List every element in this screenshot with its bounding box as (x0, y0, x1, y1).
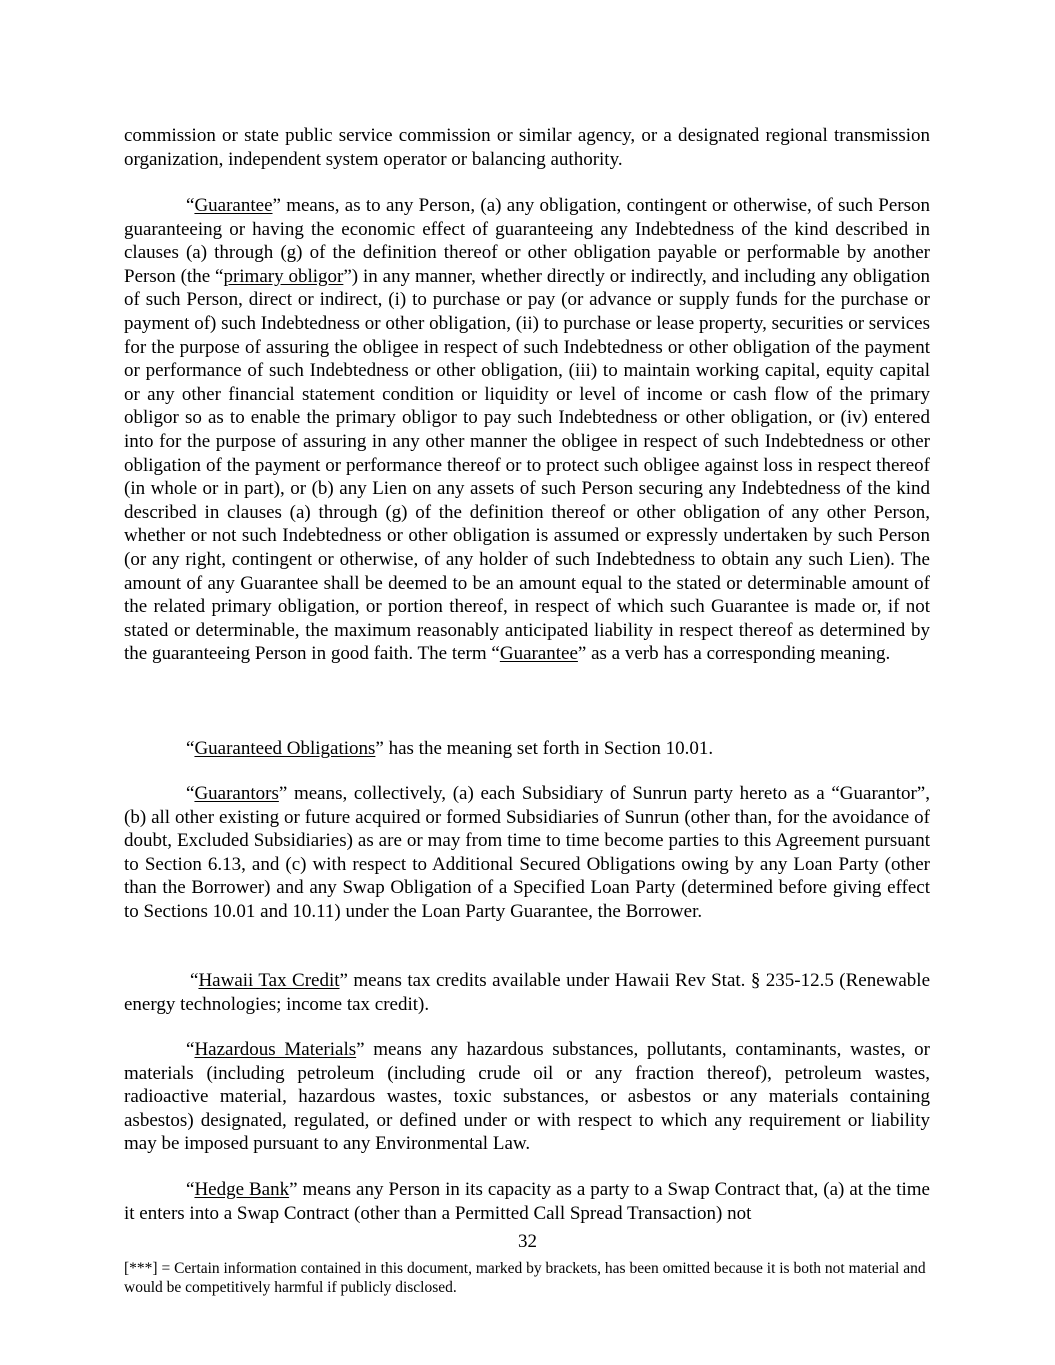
definition-text: ” has the meaning set forth in Section 10.01. (375, 738, 714, 759)
open-quote: “ (190, 970, 199, 991)
redaction-footnote: [***] = Certain information contained in this document, marked by brackets, has been omitted because it is both not material and would be competitively harmful if publicly disclosed. (124, 1260, 926, 1296)
definition-guaranteed-obligations (124, 737, 930, 761)
definition-guarantee (124, 194, 930, 666)
open-quote: “ (186, 195, 195, 216)
defined-term-hawaii-tax-credit: Hawaii Tax Credit (198, 970, 340, 991)
definition-hawaii-tax-credit (124, 969, 930, 1016)
defined-term-guaranteed-obligations: Guaranteed Obligations (194, 738, 376, 759)
definition-hedge-bank (124, 1178, 930, 1225)
definition-text: ” means any hazardous substances, pollutants, contaminants, wastes, or materials (including petroleum (including crude oil or any fraction thereof), petroleum wastes, radioactive material, hazardous wastes, toxic substances, or asbestos or any materials containing asbestos) designated, regulated, or defined under or with respect to which any requirement or liability may be imposed pursuant to any Environmental Law. (124, 1039, 931, 1155)
defined-term-hazardous-materials: Hazardous Materials (194, 1039, 357, 1060)
definition-text: ” means, as to any Person, (a) any obligation, contingent or otherwise, of such Person guaranteeing or having the economic effect of guaranteeing any Indebtedness of the kind described in clauses (a) through (g) of the definition thereof or other obligation payable or performable by another Person (the “ (124, 195, 930, 287)
defined-term-hedge-bank: Hedge Bank (194, 1179, 290, 1200)
open-quote: “ (186, 738, 195, 759)
definition-text: ” means any Person in its capacity as a party to a Swap Contract that, (a) at the time it enters into a Swap Contract (other than a Permitted Call Spread Transaction) not (124, 1179, 930, 1224)
defined-term-primary-obligor: primary obligor (223, 265, 344, 287)
definition-hazardous-materials (124, 1038, 930, 1156)
definition-text: ”) in any manner, whether directly or indirectly, and including any obligation of such Person, direct or indirect, (i) to purchase or pay (or advance or supply funds for the purchase or payment of) such Indebtedness or other obligation, (ii) to purchase or lease property, securities or services for the purpose of assuring the obligee in respect of such Indebtedness or other obligation of the payment or performance of such Indebtedness or other obligation, (iii) to maintain working capital, equity capital or any other financial statement condition or liquidity or level of income or cash flow of the primary obligor so as to enable the primary obligor to pay such Indebtedness or other obligation, or (iv) entered into for the purpose of assuring in any other manner the obligee in respect of such Indebtedness or other obligation of the payment or performance thereof or to protect such obligee against loss in respect thereof (in whole or in part), or (b) any Lien on any assets of such Person securing any Indebtedness of the kind described in clauses (a) through (g) of the definition thereof or other obligation of any other Person, whether or not such Indebtedness or other obligation is assumed or expressly undertaken by such Person (or any right, contingent or otherwise, of any holder of such Indebtedness to obtain any such Lien). The amount of any Guarantee shall be deemed to be an amount equal to the stated or determinable amount of the related primary obligation, or portion thereof, in respect of which such Guarantee is made or, if not stated or determinable, the maximum reasonably anticipated liability in respect thereof as determined by the guaranteeing Person in good faith. The term “ (124, 265, 930, 665)
definition-text: ” means, collectively, (a) each Subsidiary of Sunrun party hereto as a “Guarantor”, (b) all other existing or future acquired or formed Subsidiaries of Sunrun (other than, for the avoidance of doubt, Excluded Subsidiaries) as are or may from time to time become parties to this Agreement pursuant to Section 6.13, and (c) with respect to Additional Secured Obligations owing by any Loan Party (other than the Borrower) and any Swap Obligation of a Specified Loan Party (determined before giving effect to Sections 10.01 and 10.11) under the Loan Party Guarantee, the Borrower. (124, 783, 930, 922)
definition-text: ” means tax credits available under Hawaii Rev Stat. § 235-12.5 (Renewable energy technologies; income tax credit). (124, 970, 930, 1015)
paragraph-text: commission or state public service commission or similar agency, or a designated regional transmission organization, independent system operator or balancing authority. (124, 125, 930, 170)
defined-term-guarantee: Guarantee (194, 195, 273, 216)
open-quote: “ (186, 1039, 195, 1060)
defined-term-guarantee-verb: Guarantee (499, 643, 578, 665)
paragraph-commission-continued (124, 124, 930, 171)
definition-guarantors (124, 782, 930, 924)
definition-text: ” as a verb has a corresponding meaning. (577, 643, 891, 665)
defined-term-guarantors: Guarantors (194, 783, 279, 804)
page-number: 32 (518, 1231, 537, 1252)
open-quote: “ (186, 1179, 195, 1200)
open-quote: “ (186, 783, 195, 804)
